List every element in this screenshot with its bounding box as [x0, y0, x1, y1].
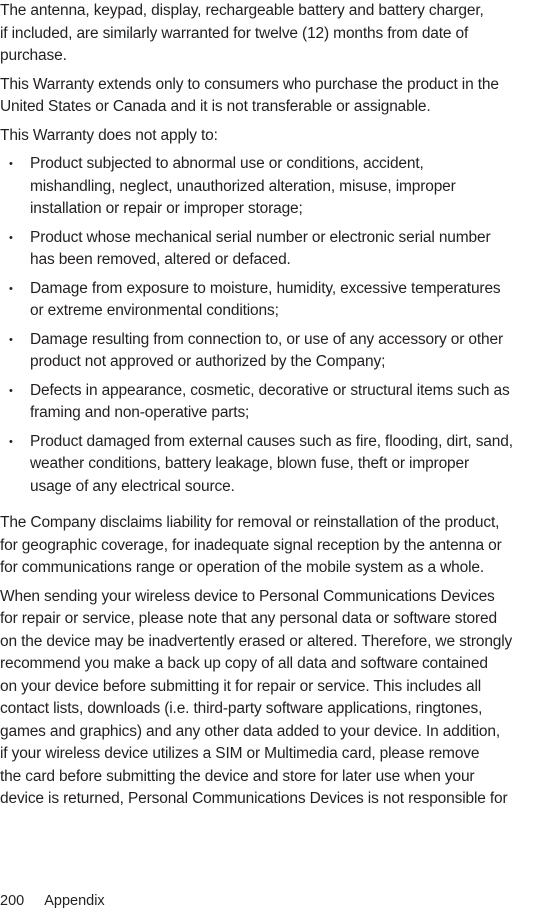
- bullet-icon: •: [9, 333, 13, 346]
- section-name: Appendix: [44, 893, 105, 909]
- list-item-text: Damage from exposure to moisture, humidity, excessive temperatures or extreme environmental conditions;: [30, 279, 501, 319]
- paragraph-data-backup-notice: When sending your wireless device to Personal Communications Devices for repair or service, please note that any personal data or software stored on the device may be inadvertently erased or altered. Therefore, we strongly recommend you make a back up copy of all data and software contained on your device before submitting it for repair or service. This includes all contact lists, downloads (i.e. third-party software applications, ringtones, games and graphics) and any other data added to your device. In addition, if your wireless device utilizes a SIM or Multimedia card, please remove the card before submitting the device and store for later use when your device is returned, Personal Communications Devices is not responsible for: [0, 587, 513, 807]
- list-item-text: Product subjected to abnormal use or conditions, accident, mishandling, neglect, unauthorized alteration, misuse, improper installation or repair or improper storage;: [30, 155, 456, 217]
- list-item-text: Product damaged from external causes such as fire, flooding, dirt, sand, weather conditions, battery leakage, blown fuse, theft or improper usage of any electrical source.: [30, 432, 513, 495]
- bullet-icon: •: [9, 231, 13, 244]
- bullet-icon: •: [9, 384, 13, 397]
- list-item: [0, 227, 559, 272]
- list-item: [0, 380, 559, 425]
- list-item: [0, 278, 559, 323]
- list-item: [0, 431, 559, 499]
- page-footer: [0, 891, 105, 911]
- paragraph-antenna-warranty: The antenna, keypad, display, rechargeable battery and battery charger, if included, are similarly warranted for twelve (12) months from date of purchase.: [0, 2, 484, 64]
- exclusions-list: [0, 153, 559, 498]
- list-item: [0, 329, 559, 374]
- paragraph-exclusions-intro: This Warranty does not apply to:: [0, 126, 218, 144]
- list-item: [0, 153, 559, 221]
- list-item-text: Defects in appearance, cosmetic, decorative or structural items such as framing and non-operative parts;: [30, 381, 510, 421]
- bullet-icon: •: [9, 435, 13, 448]
- paragraph-warranty-scope: This Warranty extends only to consumers who purchase the product in the United States or Canada and it is not transferable or assignable.: [0, 75, 499, 115]
- bullet-icon: •: [9, 282, 13, 295]
- paragraph-liability-disclaimer: The Company disclaims liability for removal or reinstallation of the product, for geographic coverage, for inadequate signal reception by the antenna or for communications range or operation of the mobile system as a whole.: [0, 514, 502, 576]
- bullet-icon: •: [9, 158, 13, 170]
- list-item-text: Damage resulting from connection to, or use of any accessory or other product not approved or authorized by the Company;: [30, 330, 503, 370]
- list-item-text: Product whose mechanical serial number or electronic serial number has been removed, altered or defaced.: [30, 228, 491, 268]
- page-number: 200: [0, 893, 25, 909]
